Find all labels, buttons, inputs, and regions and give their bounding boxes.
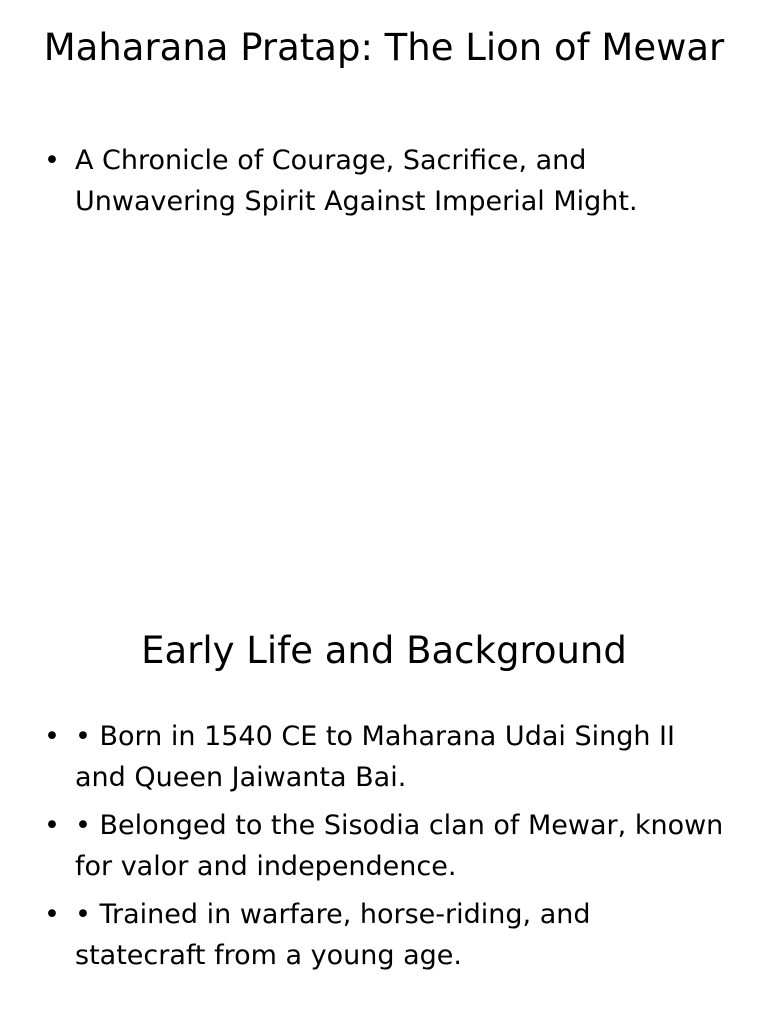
- slide-title: Maharana Pratap: The Lion of Mewar: [43, 26, 725, 69]
- bullet-text: • Born in 1540 CE to Maharana Udai Singh II and Queen Jaiwanta Bai.: [75, 721, 675, 793]
- bullet-item: [40, 805, 728, 887]
- bullet-text: A Chronicle of Courage, Sacrifice, and Unwavering Spirit Against Imperial Might.: [75, 145, 638, 217]
- bullet-list: [40, 140, 728, 229]
- bullet-icon: •: [44, 810, 60, 841]
- bullet-item: [40, 716, 728, 798]
- bullet-item: [40, 894, 728, 976]
- slide-early-life: [0, 576, 768, 1024]
- bullet-text: • Belonged to the Sisodia clan of Mewar, known for valor and independence.: [75, 810, 724, 882]
- slide-title: Early Life and Background: [141, 629, 627, 672]
- bullet-item: [40, 140, 728, 222]
- bullet-list: [40, 716, 728, 983]
- bullet-text: • Trained in warfare, horse-riding, and statecraft from a young age.: [75, 899, 591, 971]
- bullet-icon: •: [44, 721, 60, 752]
- bullet-icon: •: [44, 145, 60, 176]
- bullet-icon: •: [44, 899, 60, 930]
